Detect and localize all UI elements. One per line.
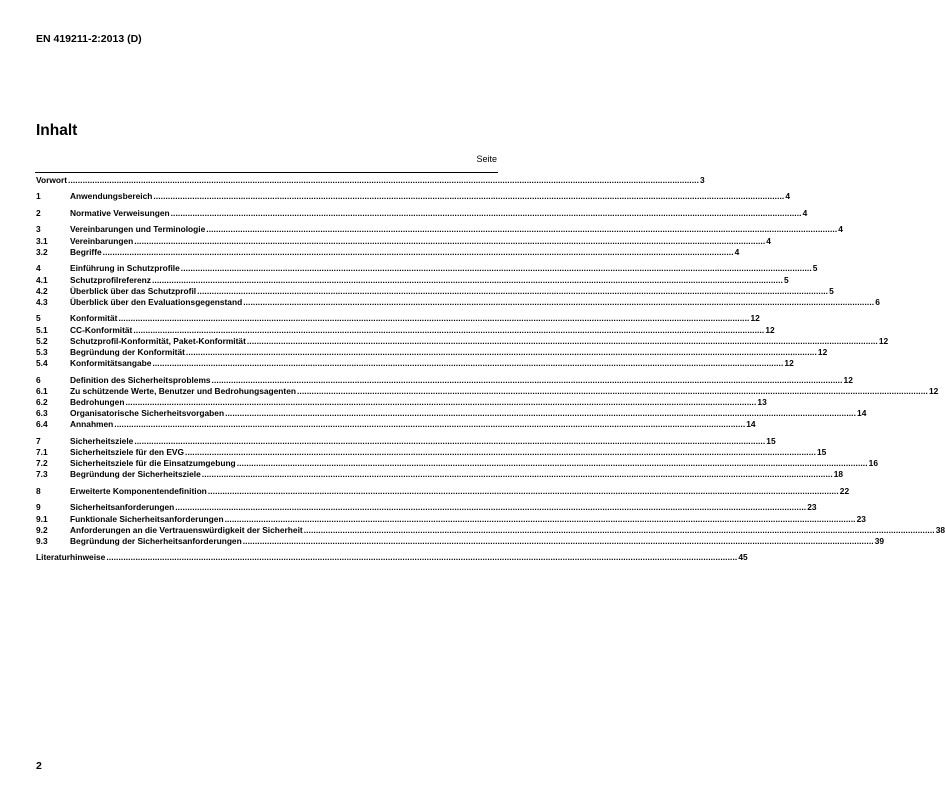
toc-leader-dots: .................................................................................................................................................................................................................................................................... [180,263,812,274]
toc-leader-dots: .................................................................................................................................................................................................................................................................... [206,224,838,235]
toc-entry [36,535,885,547]
toc-entry-number: 5.4 [36,358,48,369]
toc-entry-title: Vereinbarungen [70,235,134,246]
toc-entry-page: 39 [874,535,885,546]
toc-entry-title: Einführung in Schutzprofile [70,263,180,274]
page-column-label: Seite [476,154,497,164]
toc-entry-page: 14 [746,419,756,430]
toc-entry [36,274,789,286]
toc-entry-page: 4 [802,207,808,218]
toc-entry [36,524,945,536]
toc-entry-title: Zu schützende Werte, Benutzer und Bedrohungsagenten [70,385,296,396]
toc-entry-page: 12 [843,374,853,385]
toc-entry [36,346,828,358]
toc-entry-page: 16 [868,458,878,469]
toc-entry-title: Sicherheitsziele [70,435,134,446]
table-of-contents [36,175,945,564]
toc-leader-dots: .................................................................................................................................................................................................................................................................... [185,346,817,357]
toc-entry-number: 3 [36,224,41,235]
toc-entry-page: 12 [928,385,939,396]
toc-leader-dots: .................................................................................................................................................................................................................................................................... [207,485,839,496]
toc-entry-page: 5 [829,285,834,296]
toc-entry [36,469,844,480]
toc-entry-page: 12 [765,324,775,335]
toc-entry [36,191,791,202]
toc-leader-dots: .................................................................................................................................................................................................................................................................... [211,374,843,385]
toc-entry-number: 5.3 [36,346,48,357]
toc-entry [36,447,827,458]
toc-leader-dots: .................................................................................................................................................................................................................................................................... [297,385,928,396]
toc-entry [36,513,866,525]
toc-entry-page: 15 [817,447,827,458]
toc-entry-number: 6.2 [36,396,48,407]
toc-entry-page: 45 [738,552,748,563]
toc-entry-number: 4.2 [36,285,48,296]
toc-entry-number: 8 [36,485,41,496]
toc-entry-number: 4.1 [36,274,48,285]
toc-entry-page: 15 [766,435,776,446]
toc-entry-page: 5 [812,263,818,274]
toc-entry-page: 4 [766,235,771,246]
toc-entry-number: 9 [36,502,41,513]
toc-leader-dots: .................................................................................................................................................................................................................................................................... [134,235,766,246]
toc-entry-page: 5 [783,274,789,285]
toc-leader-dots: .................................................................................................................................................................................................................................................................... [224,513,856,524]
toc-entry [36,358,794,369]
toc-entry-title: Sicherheitsziele für die Einsatzumgebung [70,458,236,469]
toc-entry-page: 23 [856,513,866,524]
toc-entry-page: 4 [734,246,740,257]
toc-entry-title: Begründung der Konformität [70,346,185,357]
toc-leader-dots: .................................................................................................................................................................................................................................................................... [152,358,784,369]
toc-leader-dots: .................................................................................................................................................................................................................................................................... [106,552,738,563]
toc-entry-title: Bedrohungen [70,396,125,407]
toc-entry-number: 3.2 [36,246,48,257]
page-number: 2 [36,760,42,772]
toc-entry-number: 1 [36,191,41,202]
toc-entry-page: 23 [807,502,817,513]
toc-entry [36,324,775,336]
toc-leader-dots: .................................................................................................................................................................................................................................................................... [303,524,935,535]
toc-entry-page: 12 [817,346,828,357]
toc-entry [36,458,878,469]
toc-entry [36,207,808,219]
toc-leader-dots: .................................................................................................................................................................................................................................................................... [246,335,878,346]
toc-entry-number: 7.3 [36,469,48,480]
toc-entry [36,485,850,497]
toc-entry-number: 5.1 [36,324,48,335]
toc-entry-title: Begründung der Sicherheitsanforderungen [70,535,242,546]
toc-leader-dots: .................................................................................................................................................................................................................................................................... [170,207,802,218]
toc-entry-page: 3 [700,175,705,185]
toc-entry-page: 12 [750,313,760,324]
toc-entry-number: 6 [36,374,41,385]
toc-entry-number: 7 [36,435,41,446]
toc-entry-number: 9.2 [36,524,48,535]
toc-entry-title: Überblick über den Evaluationsgegenstand [70,296,243,307]
toc-entry [36,385,939,397]
toc-leader-dots: .................................................................................................................................................................................................................................................................... [114,419,746,430]
toc-leader-dots: .................................................................................................................................................................................................................................................................... [68,175,700,185]
toc-leader-dots: .................................................................................................................................................................................................................................................................... [243,296,875,307]
toc-entry-page: 4 [785,191,791,202]
toc-top-rule [35,172,498,173]
toc-entry-title: Vorwort [36,175,68,185]
toc-entry-title: Erweiterte Komponentendefinition [70,485,207,496]
toc-leader-dots: .................................................................................................................................................................................................................................................................... [242,535,874,546]
toc-entry-title: Annahmen [70,419,114,430]
toc-leader-dots: .................................................................................................................................................................................................................................................................... [225,408,857,419]
toc-entry [36,263,818,274]
toc-entry-title: Literaturhinweise [36,552,106,563]
document-id: EN 419211-2:2013 (D) [36,33,142,45]
toc-leader-dots: .................................................................................................................................................................................................................................................................... [151,274,783,285]
toc-entry-title: CC-Konformität [70,324,133,335]
toc-leader-dots: .................................................................................................................................................................................................................................................................... [236,458,868,469]
toc-entry-title: Konformitätsangabe [70,358,152,369]
toc-entry-title: Sicherheitsanforderungen [70,502,175,513]
toc-entry-title: Anwendungsbereich [70,191,153,202]
toc-entry-title: Sicherheitsziele für den EVG [70,447,185,458]
toc-leader-dots: .................................................................................................................................................................................................................................................................... [201,469,833,480]
toc-entry-number: 6.4 [36,419,48,430]
toc-entry-title: Schutzprofil-Konformität, Paket-Konformität [70,335,246,346]
toc-leader-dots: .................................................................................................................................................................................................................................................................... [118,313,750,324]
toc-entry-title: Organisatorische Sicherheitsvorgaben [70,408,225,419]
toc-entry-number: 4 [36,263,41,274]
toc-entry-number: 7.1 [36,447,48,458]
toc-entry [36,235,771,247]
toc-entry [36,552,748,563]
toc-entry-title: Normative Verweisungen [70,207,170,218]
toc-entry-number: 7.2 [36,458,48,469]
toc-entry-number: 4.3 [36,296,48,307]
toc-entry [36,374,853,386]
toc-entry [36,285,834,297]
toc-leader-dots: .................................................................................................................................................................................................................................................................... [133,324,765,335]
toc-entry-page: 12 [784,358,794,369]
toc-entry-title: Schutzprofilreferenz [70,274,151,285]
page-title: Inhalt [36,122,78,139]
toc-entry [36,502,817,513]
toc-entry [36,435,776,447]
toc-entry-page: 6 [875,296,880,307]
toc-leader-dots: .................................................................................................................................................................................................................................................................... [125,396,757,407]
toc-entry [36,313,760,324]
toc-entry-page: 14 [857,408,867,419]
toc-leader-dots: .................................................................................................................................................................................................................................................................... [153,191,785,202]
toc-entry-number: 9.1 [36,513,48,524]
toc-entry-number: 5 [36,313,41,324]
toc-entry-title: Überblick über das Schutzprofil [70,285,197,296]
toc-entry-title: Anforderungen an die Vertrauenswürdigkeit der Sicherheit [70,524,303,535]
toc-leader-dots: .................................................................................................................................................................................................................................................................... [185,447,817,458]
toc-entry [36,175,705,186]
toc-entry-number: 2 [36,207,41,218]
toc-entry-number: 6.3 [36,408,48,419]
toc-entry-title: Vereinbarungen und Terminologie [70,224,206,235]
toc-entry [36,246,740,258]
toc-leader-dots: .................................................................................................................................................................................................................................................................... [175,502,807,513]
toc-entry-title: Begründung der Sicherheitsziele [70,469,201,480]
toc-entry-title: Konformität [70,313,118,324]
toc-entry-page: 12 [878,335,889,346]
toc-entry-title: Begriffe [70,246,102,257]
toc-entry-page: 18 [833,469,844,480]
toc-entry-number: 5.2 [36,335,48,346]
toc-entry-number: 3.1 [36,235,48,246]
toc-entry [36,224,843,235]
toc-entry-number: 9.3 [36,535,48,546]
toc-entry-page: 4 [838,224,843,235]
toc-leader-dots: .................................................................................................................................................................................................................................................................... [134,435,766,446]
toc-leader-dots: .................................................................................................................................................................................................................................................................... [102,246,734,257]
toc-entry-page: 22 [839,485,850,496]
toc-entry [36,408,867,419]
toc-entry [36,396,767,408]
toc-entry-page: 13 [757,396,767,407]
toc-entry-number: 6.1 [36,385,48,396]
toc-entry [36,335,889,347]
toc-entry [36,296,880,308]
toc-entry-title: Funktionale Sicherheitsanforderungen [70,513,224,524]
toc-entry [36,419,756,430]
toc-entry-page: 38 [935,524,945,535]
toc-entry-title: Definition des Sicherheitsproblems [70,374,211,385]
toc-leader-dots: .................................................................................................................................................................................................................................................................... [197,285,829,296]
